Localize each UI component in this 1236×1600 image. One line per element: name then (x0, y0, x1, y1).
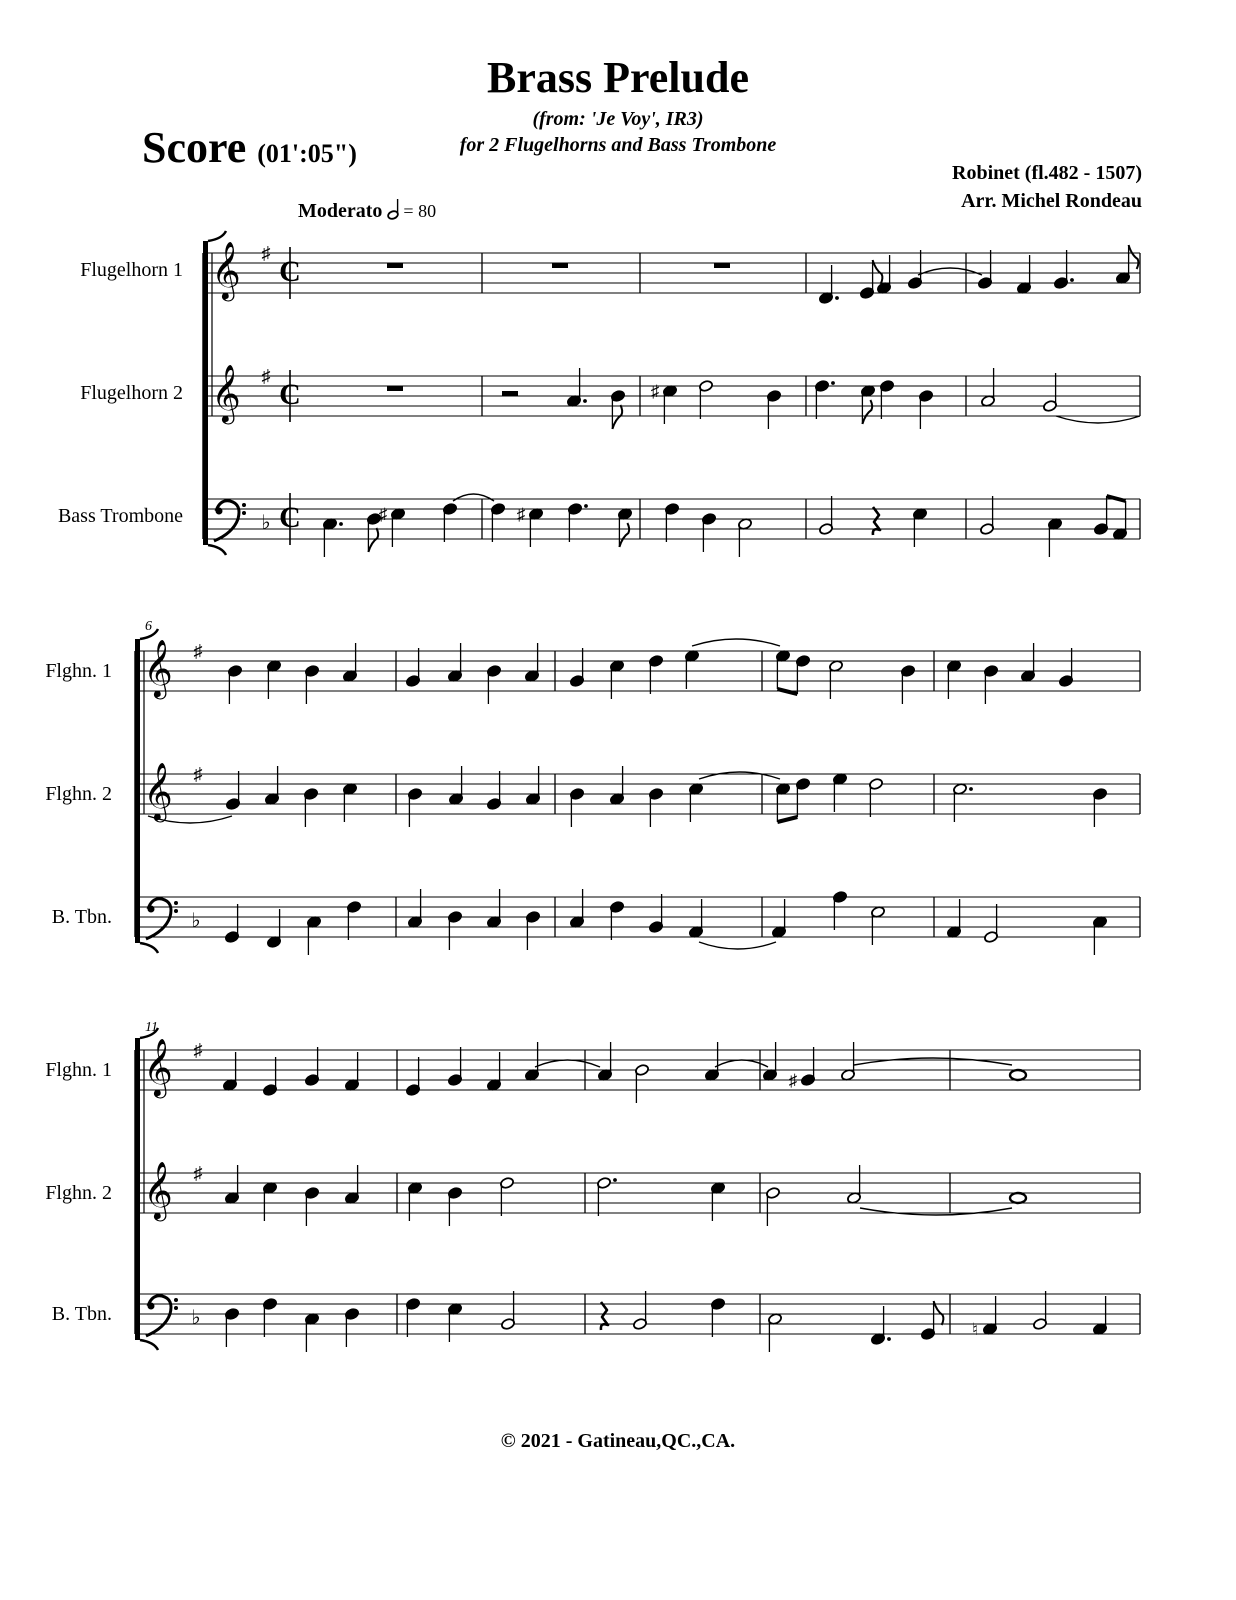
staff-label-flghn-1: Flghn. 1 (45, 1059, 112, 1081)
bracket-hook (208, 545, 226, 555)
bass-clef-dot (148, 1303, 155, 1310)
bass-clef-dot (174, 1298, 178, 1302)
dot (887, 1337, 891, 1341)
dot (339, 522, 343, 526)
key-signature-flat: ♭ (261, 512, 271, 534)
bracket-hook (140, 943, 158, 953)
key-signature-sharp: ♯ (193, 1040, 203, 1060)
whole-rest (714, 263, 730, 268)
score-title: Brass Prelude (487, 53, 749, 102)
tie (854, 1058, 1012, 1065)
key-signature-sharp: ♯ (261, 243, 271, 263)
key-signature-sharp: ♯ (193, 1163, 203, 1183)
accidental: ♯ (516, 505, 526, 524)
accidental: ♯ (378, 505, 388, 524)
treble-clef-icon: 𝄞 (211, 242, 241, 298)
score-subtitle-instrumentation: for 2 Flugelhorns and Bass Trombone (459, 134, 777, 156)
eighth-flag (1129, 245, 1139, 269)
bass-clef-dot (174, 901, 178, 905)
eighth-flag (873, 260, 883, 284)
staff-label-flghn-1: Flghn. 1 (45, 660, 112, 682)
dot (835, 296, 839, 300)
staff-label-flghn-2: Flghn. 2 (45, 783, 112, 805)
accidental: ♯ (788, 1071, 798, 1090)
arranger-credit: Arr. Michel Rondeau (961, 190, 1142, 212)
eighth-flag (934, 1301, 944, 1325)
duration-label: (01':05") (257, 139, 357, 168)
key-signature-sharp: ♯ (193, 641, 203, 661)
tie (1056, 416, 1140, 423)
eighth-flag (368, 528, 378, 552)
whole-note (1010, 1070, 1026, 1080)
tie (699, 772, 780, 779)
tie (699, 942, 776, 949)
bracket-hook (208, 231, 226, 241)
staff-label-flghn-2: Flghn. 2 (45, 1182, 112, 1204)
eighth-flag (619, 523, 629, 547)
bracket-hook (140, 1340, 158, 1350)
quarter-rest (601, 1302, 608, 1330)
staff-label-flugelhorn-1: Flugelhorn 1 (80, 259, 183, 281)
tie (692, 639, 780, 646)
treble-clef-icon: 𝄞 (143, 640, 173, 696)
accidental: ♮ (971, 1320, 979, 1339)
tie (860, 1208, 1012, 1215)
key-signature-sharp: ♯ (193, 764, 203, 784)
bass-clef-dot (174, 909, 178, 913)
bass-clef-dot (174, 1306, 178, 1310)
tie (918, 268, 982, 275)
dot (1070, 278, 1074, 282)
cut-time-icon: C (279, 255, 301, 288)
bass-clef-icon (146, 1296, 171, 1336)
dot (583, 399, 587, 403)
accidental: ♯ (650, 382, 660, 401)
tie (535, 1060, 600, 1067)
cut-time-icon: C (279, 378, 301, 411)
whole-rest (552, 263, 568, 268)
eighth-flag (862, 400, 872, 424)
system-bracket (135, 1038, 140, 1340)
dot (969, 787, 973, 791)
beam (777, 689, 797, 694)
tempo-text: Moderato (298, 200, 383, 222)
score-subtitle-source: (from: 'Je Voy', IR3) (532, 108, 704, 130)
eighth-flag (612, 405, 622, 429)
staff-label-b-tbn: B. Tbn. (51, 906, 112, 928)
treble-clef-icon: 𝄞 (211, 365, 241, 421)
copyright-footer: © 2021 - Gatineau,QC.,CA. (500, 1430, 736, 1452)
treble-clef-icon: 𝄞 (143, 1162, 173, 1218)
dot (584, 504, 588, 508)
whole-note (1010, 1193, 1026, 1203)
key-signature-flat: ♭ (191, 1307, 201, 1329)
system-bracket (203, 241, 208, 545)
measure-number: 11 (145, 1020, 158, 1035)
bass-clef-dot (216, 508, 223, 515)
measure-number: 6 (145, 619, 152, 634)
beam (1107, 496, 1126, 501)
bass-clef-dot (148, 906, 155, 913)
whole-rest (387, 386, 403, 391)
key-signature-flat: ♭ (191, 910, 201, 932)
bass-clef-dot (242, 503, 246, 507)
half-rest (502, 391, 518, 396)
staff-label-flugelhorn-2: Flugelhorn 2 (80, 382, 183, 404)
dot (831, 381, 835, 385)
score-label-text: Score (142, 123, 247, 172)
quarter-rest (873, 507, 880, 535)
bass-clef-icon (146, 899, 171, 939)
system-bracket (135, 639, 140, 943)
staff-label-b-tbn: B. Tbn. (51, 1303, 112, 1325)
tie (453, 494, 494, 501)
treble-clef-icon: 𝄞 (143, 1039, 173, 1095)
cut-time-icon: C (279, 501, 301, 534)
bass-clef-dot (242, 511, 246, 515)
treble-clef-icon: 𝄞 (143, 763, 173, 819)
staff-label-bass-trombone: Bass Trombone (57, 505, 183, 527)
beam (777, 817, 797, 822)
bass-clef-icon (214, 501, 239, 541)
composer-credit: Robinet (fl.482 - 1507) (952, 162, 1142, 184)
whole-rest (387, 263, 403, 268)
dot (613, 1178, 617, 1182)
key-signature-sharp: ♯ (261, 366, 271, 386)
tempo-value: = 80 (403, 201, 437, 221)
